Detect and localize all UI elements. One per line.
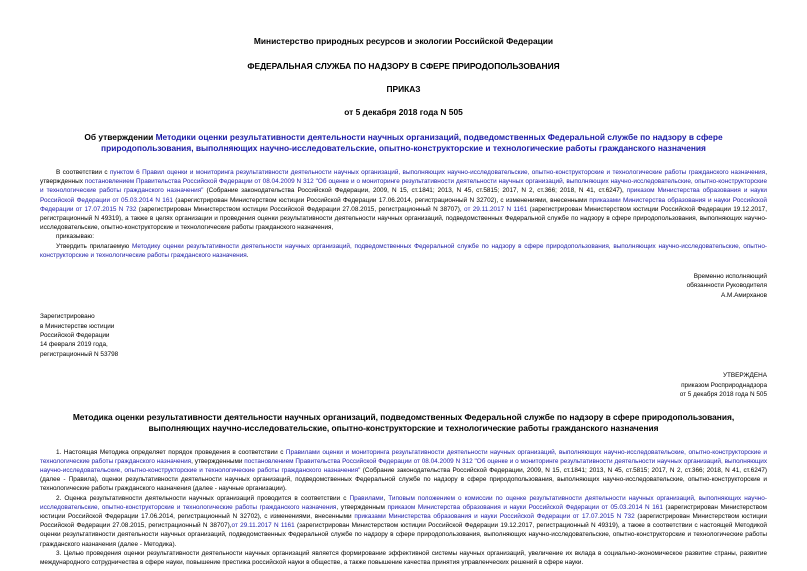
ministry-heading: Министерство природных ресурсов и экологии Российской Федерации <box>253 36 554 46</box>
order-heading: ПРИКАЗ <box>386 84 421 94</box>
ministry-order-1161-link[interactable]: от 29.11.2017 N 1161 <box>231 522 295 530</box>
title-methodology-link[interactable]: Методики оценки результативности деятельности научных организаций, подведомственных Федеральной службе по надзору в сфере природопользования, выполняющих научно-исследовательские, опытно-конструкторские и технологические работы гражданского назначения <box>101 132 723 153</box>
ministry-order-1161-link[interactable]: от 29.11.2017 N 1161 <box>464 205 528 213</box>
text-run: (зарегистрирован Министерством юстиции Российской Федерации 17.06.2014, регистрационный N 32702), с изменениями, внесенными <box>40 503 768 520</box>
approval-line: приказом Росприроднадзора <box>681 381 767 389</box>
text-run: (зарегистрирован Министерством юстиции Российской Федерации 27.08.2015, регистрационный N 38707), <box>136 205 465 213</box>
section-2 <box>40 494 767 549</box>
typical-regulation-link[interactable]: Типовым положением о комиссии по оценке результативности деятельности научных организаций, выполняющих научно-исследовательские, опытно-конструкторские и технологические работы гражданского назначения <box>40 494 767 511</box>
section-3: 3. Целью проведения оценки результативности деятельности научных организаций является формирование эффективной системы научных организаций, увеличение их вклада в социально-экономическое развитие страны, развитие международного сотрудничества в сфере науки, повышение престижа российской науки в обществе, а также повышение качества принятия управленческих решений в сфере науки. <box>40 549 767 566</box>
text-run: (Собрание законодательства Российской Федерации, 2009, N 15, ст.1841; 2013, N 45, ст.5815; 2017, N 2, ст.366; 2018, N 41, ст.6247) (далее - Правила), оценки результативности деятельности научных организаций, подведомственных Федеральной службе по надзору в сфере природопользования, выполняющих научно-исследовательские, опытно-конструкторские и технологические работы гражданского назначения (далее - научные организации). <box>40 466 767 493</box>
registration-number: регистрационный N 53798 <box>40 350 119 358</box>
title-prefix: Об утверждении <box>84 132 156 142</box>
methodology-title: Методика оценки результативности деятельности научных организаций, подведомственных Федеральной службе по надзору в сфере природопользования, выполняющих научно-исследовательские, опытно-конструкторские и технологические работы гражданского назначения <box>72 411 735 433</box>
rules-short-link[interactable]: Правилами <box>349 494 384 502</box>
ministry-order-732-link[interactable]: приказами Министерства образования и науки Российской Федерации от 17.07.2015 N 732 <box>354 512 635 520</box>
signature-block <box>40 272 767 300</box>
preamble-paragraph <box>40 168 767 232</box>
government-resolution-link[interactable]: постановлением Правительства Российской Федерации от 08.04.2009 N 312 "Об оценке и о мониторинге результативности деятельности научных организаций, выполняющих научно-исследовательские, опытно-конструкторские и технологические работы гражданского назначения" <box>40 457 768 474</box>
signatory-name: А.М.Амирханов <box>720 291 767 299</box>
approval-line: УТВЕРЖДЕНА <box>722 372 767 380</box>
ministry-order-732-link[interactable]: приказами Министерства образования и науки Российской Федерации от 17.07.2015 N 732 <box>40 196 768 213</box>
text-run: (зарегистрирован Министерством юстиции Российской Федерации 17.06.2014, регистрационный N 32702), с изменениями, внесенными <box>172 196 590 204</box>
rules-link[interactable]: Правилами оценки и мониторинга результативности деятельности научных организаций, выполняющих научно-исследовательские, опытно-конструкторские и технологические работы гражданского назначения <box>40 448 767 465</box>
ministry-order-161-link[interactable]: приказом Министерства образования и науки Российской Федерации от 05.03.2014 N 161 <box>40 187 767 204</box>
registration-line: Российской Федерации <box>40 332 110 340</box>
approve-methodology-link[interactable]: Методику оценки результативности деятельности научных организаций, подведомственных Федеральной службе по надзору в сфере природопользования, выполняющих научно-исследовательские, опытно-конструкторские и технологические работы гражданского назначения <box>40 242 767 259</box>
registration-block <box>40 312 240 359</box>
text-run: 2. Оценка результативности деятельности научных организаций проводится в соответствии с <box>56 494 350 502</box>
text-run: (зарегистрирован Министерством юстиции Российской Федерации 27.08.2015, регистрационный N 38707), <box>40 512 768 530</box>
signature-line: обязанности Руководителя <box>686 282 767 290</box>
ordered-line: приказываю: <box>56 233 94 241</box>
text-run: 1. Настоящая Методика определяет порядок проведения в соответствии с <box>56 448 286 456</box>
signature-line: Временно исполняющий <box>693 273 767 281</box>
order-title <box>50 132 757 154</box>
approval-block <box>40 371 767 399</box>
text-run: , утвержденными <box>191 457 245 465</box>
text-run: (зарегистрирован Министерством юстиции Российской Федерации 19.12.2017, регистрационный N 49319), а также в целях организации и проведения оценки результативности деятельности научных организаций, подведомственных Федеральной службе по надзору в сфере природопользования, выполняющих научно-исследовательские, опытно-конструкторские и технологические работы гражданского назначения, <box>40 205 767 232</box>
approval-line: от 5 декабря 2018 года N 505 <box>679 391 767 399</box>
text-run: . <box>246 251 249 259</box>
text-run: , утвержденных <box>40 169 767 186</box>
rules-point6-link[interactable]: пунктом 6 Правил оценки и мониторинга результативности деятельности научных организаций, выполняющих научно-исследовательские, опытно-конструкторские и технологические работы гражданского назначения <box>109 169 766 176</box>
text-run: В соответствии с <box>56 169 110 176</box>
text-run: , <box>383 494 389 502</box>
ministry-order-161-link[interactable]: приказом Министерства образования и науки Российской Федерации от 05.03.2014 N 161 <box>387 503 663 511</box>
registration-line: в Министерстве юстиции <box>40 322 115 330</box>
text-run: (зарегистрирован Министерством юстиции Российской Федерации 19.12.2017, регистрационный N 49319), а также в соответствии с настоящей Методикой оценки результативности деятельности научных организаций, подведомственных Федеральной службе по надзору в сфере природопользования, выполняющих научно-исследовательские, опытно-конструкторские и технологические работы гражданского назначения (далее - Методика). <box>40 522 767 548</box>
registration-date: 14 февраля 2019 года, <box>40 341 108 349</box>
section-1 <box>40 448 767 494</box>
order-date: от 5 декабря 2018 года N 505 <box>344 107 463 117</box>
service-heading: ФЕДЕРАЛЬНАЯ СЛУЖБА ПО НАДЗОРУ В СФЕРЕ ПРИРОДОПОЛЬЗОВАНИЯ <box>247 61 560 71</box>
government-resolution-link[interactable]: постановлением Правительства Российской Федерации от 08.04.2009 N 312 "Об оценке и о мониторинге результативности деятельности научных организаций, выполняющих научно-исследовательские, опытно-конструкторские и технологические работы гражданского назначения" <box>40 178 768 195</box>
registration-line: Зарегистрировано <box>40 313 95 321</box>
text-run: Утвердить прилагаемую <box>56 242 132 250</box>
text-run: (Собрание законодательства Российской Федерации, 2009, N 15, ст.1841; 2013, N 45, ст.5815; 2017, N 2, ст.366; 2018, N 41, ст.6247), <box>203 187 627 195</box>
text-run: , утвержденным <box>336 503 388 511</box>
approve-paragraph <box>40 242 767 260</box>
